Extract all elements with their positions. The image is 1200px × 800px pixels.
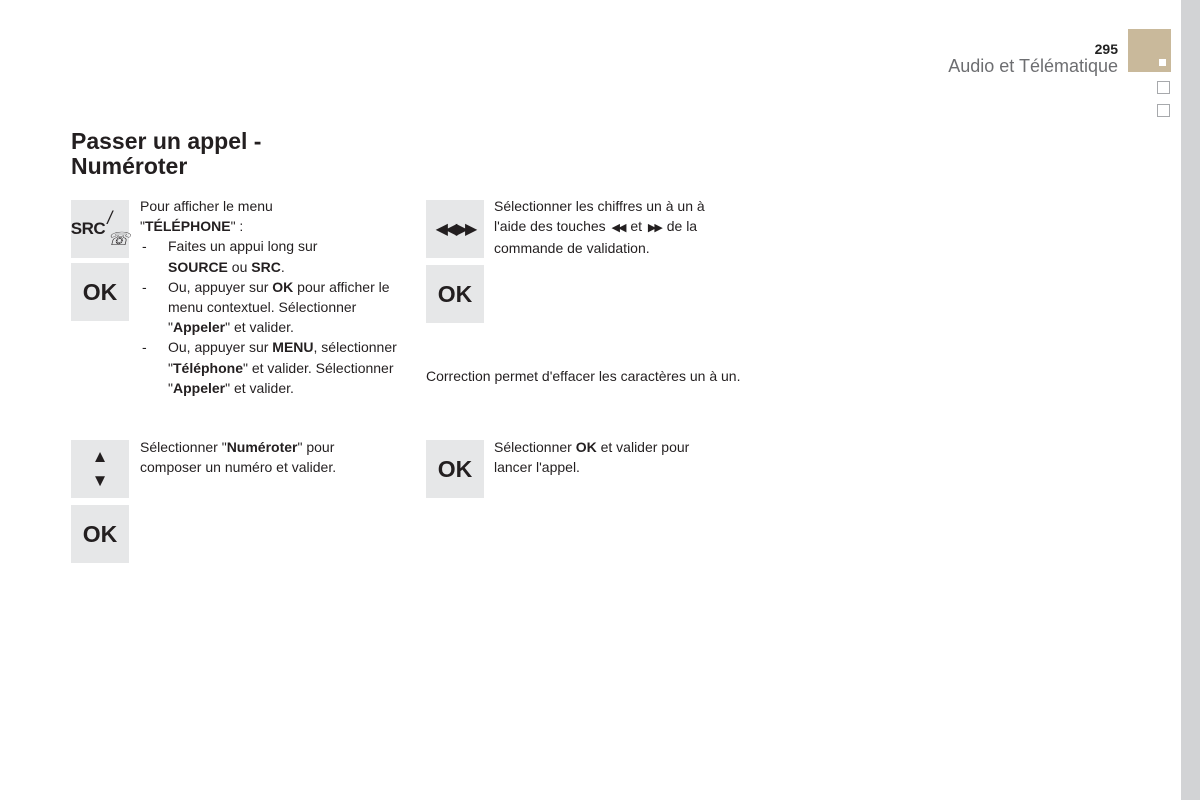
heading-line-1: Passer un appel - bbox=[71, 128, 262, 154]
page-number: 295 bbox=[1094, 41, 1118, 57]
section-title: Audio et Télématique bbox=[948, 56, 1118, 76]
page-heading bbox=[71, 129, 261, 179]
forward-icon: ▶▶ bbox=[455, 221, 475, 238]
phone-icon: /☏ bbox=[107, 208, 130, 249]
step-display-phone-menu bbox=[140, 196, 405, 398]
step1-options-list bbox=[140, 236, 405, 398]
chapter-tab-outline-1 bbox=[1157, 81, 1170, 94]
ok-key-icon: OK bbox=[71, 263, 129, 321]
src-phone-key-icon bbox=[71, 200, 129, 258]
ok-key-icon-2: OK bbox=[71, 505, 129, 563]
step-correction-note: Correction permet d'effacer les caractères un à un. bbox=[426, 368, 741, 384]
step1-option-menu: - Ou, appuyer sur MENU, sélectionner "Téléphone" et valider. Sélectionner "Appeler" et valider. bbox=[140, 337, 405, 398]
forward-inline-icon: ▶▶ bbox=[647, 222, 661, 235]
rewind-forward-key-icon bbox=[426, 200, 484, 258]
step1-intro: Pour afficher le menu "TÉLÉPHONE" : bbox=[140, 198, 273, 235]
ok-key-icon-4: OK bbox=[426, 440, 484, 498]
rewind-inline-icon: ◀◀ bbox=[611, 222, 625, 235]
rewind-icon: ◀◀ bbox=[435, 221, 455, 238]
step-launch-call: Sélectionner OK et valider pour lancer l'appel. bbox=[494, 439, 690, 476]
step1-option-ok: - Ou, appuyer sur OK pour afficher le menu contextuel. Sélectionner "Appeler" et valider. bbox=[140, 277, 405, 338]
step1-option-long-press: - Faites un appui long sur SOURCE ou SRC. bbox=[140, 236, 405, 276]
ok-key-icon-3: OK bbox=[426, 265, 484, 323]
step-select-dial: Sélectionner "Numéroter" pour composer un numéro et valider. bbox=[140, 439, 337, 476]
chapter-tab-outline-2 bbox=[1157, 104, 1170, 117]
heading-line-2: Numéroter bbox=[71, 153, 188, 179]
src-key-label: SRC bbox=[70, 219, 106, 238]
page-edge-bar bbox=[1181, 0, 1200, 800]
up-down-key-icon bbox=[71, 440, 129, 498]
step-select-digits: Sélectionner les chiffres un à un à l'aide des touches ◀◀ et ▶▶ de la commande de validation. bbox=[494, 198, 705, 257]
chapter-tab-dot bbox=[1159, 59, 1166, 66]
down-arrow-icon: ▼ bbox=[91, 471, 109, 490]
up-arrow-icon: ▲ bbox=[91, 447, 109, 466]
